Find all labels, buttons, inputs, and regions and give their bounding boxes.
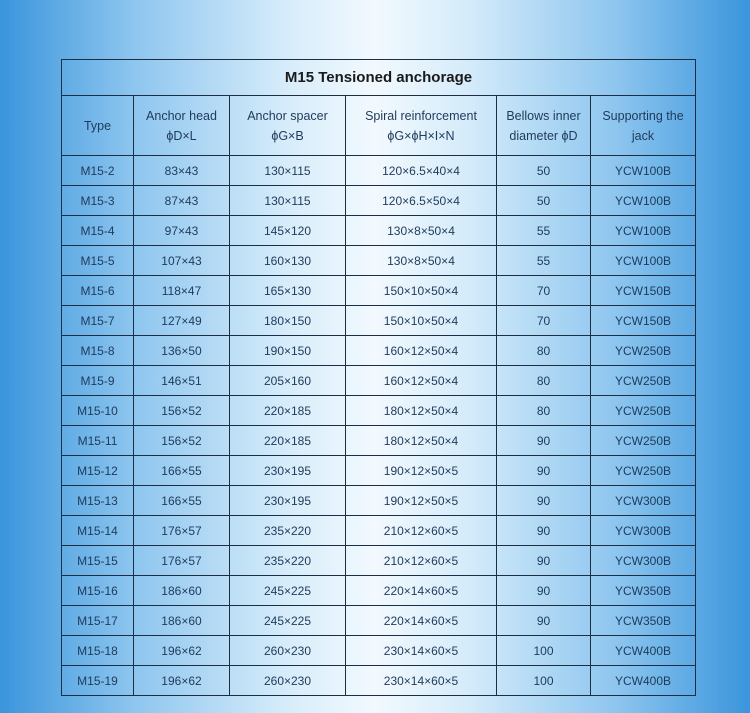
bellows-cell: 90 [497, 606, 591, 636]
anchor-spacer-cell: 245×225 [230, 606, 346, 636]
type-cell: M15-9 [62, 366, 134, 396]
jack-cell: YCW350B [591, 576, 696, 606]
bellows-cell: 90 [497, 516, 591, 546]
spiral-cell: 180×12×50×4 [346, 426, 497, 456]
anchor-head-cell: 107×43 [134, 246, 230, 276]
type-cell: M15-5 [62, 246, 134, 276]
table-row [62, 396, 696, 426]
bellows-cell: 90 [497, 426, 591, 456]
type-cell: M15-6 [62, 276, 134, 306]
table-row [62, 246, 696, 276]
spiral-cell: 190×12×50×5 [346, 456, 497, 486]
table-row [62, 666, 696, 696]
type-cell: M15-13 [62, 486, 134, 516]
table-row [62, 456, 696, 486]
anchor-spacer-cell: 130×115 [230, 156, 346, 186]
bellows-cell: 70 [497, 276, 591, 306]
jack-cell: YCW150B [591, 306, 696, 336]
anchor-head-cell: 127×49 [134, 306, 230, 336]
jack-cell: YCW100B [591, 216, 696, 246]
table-row [62, 576, 696, 606]
anchor-spacer-cell: 235×220 [230, 546, 346, 576]
table-row [62, 276, 696, 306]
spiral-cell: 230×14×60×5 [346, 666, 497, 696]
type-cell: M15-10 [62, 396, 134, 426]
table-row [62, 306, 696, 336]
jack-cell: YCW300B [591, 516, 696, 546]
header-row [62, 96, 696, 156]
anchor-head-cell: 83×43 [134, 156, 230, 186]
jack-cell: YCW300B [591, 486, 696, 516]
anchor-head-cell: 176×57 [134, 546, 230, 576]
type-cell: M15-16 [62, 576, 134, 606]
spiral-cell: 120×6.5×40×4 [346, 156, 497, 186]
anchor-spacer-cell: 230×195 [230, 486, 346, 516]
anchor-head-cell: 118×47 [134, 276, 230, 306]
bellows-cell: 90 [497, 486, 591, 516]
bellows-cell: 90 [497, 576, 591, 606]
bellows-cell: 80 [497, 396, 591, 426]
spiral-cell: 160×12×50×4 [346, 366, 497, 396]
spiral-cell: 120×6.5×50×4 [346, 186, 497, 216]
bellows-cell: 50 [497, 186, 591, 216]
table-row [62, 546, 696, 576]
anchor-head-cell: 97×43 [134, 216, 230, 246]
anchor-head-cell: 156×52 [134, 426, 230, 456]
spiral-cell: 160×12×50×4 [346, 336, 497, 366]
table-row [62, 426, 696, 456]
anchor-spacer-cell: 220×185 [230, 426, 346, 456]
spiral-cell: 150×10×50×4 [346, 276, 497, 306]
jack-cell: YCW150B [591, 276, 696, 306]
jack-cell: YCW250B [591, 456, 696, 486]
spiral-cell: 150×10×50×4 [346, 306, 497, 336]
spiral-cell: 180×12×50×4 [346, 396, 497, 426]
type-cell: M15-8 [62, 336, 134, 366]
anchor-spacer-cell: 230×195 [230, 456, 346, 486]
anchor-head-cell: 186×60 [134, 576, 230, 606]
anchor-head-cell: 87×43 [134, 186, 230, 216]
table-row [62, 366, 696, 396]
type-cell: M15-11 [62, 426, 134, 456]
anchor-spacer-cell: 130×115 [230, 186, 346, 216]
anchor-spacer-cell: 260×230 [230, 666, 346, 696]
spiral-cell: 230×14×60×5 [346, 636, 497, 666]
anchor-spacer-cell: 220×185 [230, 396, 346, 426]
type-cell: M15-7 [62, 306, 134, 336]
header-spiral-reinforcement: Spiral reinforcement ϕG×ϕH×I×N [346, 96, 497, 156]
anchor-spacer-cell: 145×120 [230, 216, 346, 246]
jack-cell: YCW250B [591, 396, 696, 426]
anchorage-spec-table [61, 59, 696, 696]
table-row [62, 486, 696, 516]
bellows-cell: 55 [497, 216, 591, 246]
type-cell: M15-15 [62, 546, 134, 576]
spiral-cell: 130×8×50×4 [346, 216, 497, 246]
anchor-spacer-cell: 160×130 [230, 246, 346, 276]
jack-cell: YCW100B [591, 246, 696, 276]
bellows-cell: 50 [497, 156, 591, 186]
jack-cell: YCW100B [591, 156, 696, 186]
spiral-cell: 190×12×50×5 [346, 486, 497, 516]
header-anchor-spacer: Anchor spacer ϕG×B [230, 96, 346, 156]
type-cell: M15-4 [62, 216, 134, 246]
anchor-spacer-cell: 245×225 [230, 576, 346, 606]
table-row [62, 216, 696, 246]
type-cell: M15-17 [62, 606, 134, 636]
type-cell: M15-14 [62, 516, 134, 546]
anchor-head-cell: 166×55 [134, 486, 230, 516]
type-cell: M15-18 [62, 636, 134, 666]
jack-cell: YCW400B [591, 636, 696, 666]
type-cell: M15-19 [62, 666, 134, 696]
jack-cell: YCW250B [591, 426, 696, 456]
anchor-head-cell: 196×62 [134, 636, 230, 666]
anchor-spacer-cell: 180×150 [230, 306, 346, 336]
spiral-cell: 210×12×60×5 [346, 546, 497, 576]
jack-cell: YCW100B [591, 186, 696, 216]
anchor-head-cell: 136×50 [134, 336, 230, 366]
bellows-cell: 80 [497, 336, 591, 366]
bellows-cell: 100 [497, 636, 591, 666]
jack-cell: YCW250B [591, 366, 696, 396]
bellows-cell: 100 [497, 666, 591, 696]
spiral-cell: 130×8×50×4 [346, 246, 497, 276]
anchor-spacer-cell: 205×160 [230, 366, 346, 396]
bellows-cell: 70 [497, 306, 591, 336]
type-cell: M15-12 [62, 456, 134, 486]
anchor-head-cell: 166×55 [134, 456, 230, 486]
jack-cell: YCW250B [591, 336, 696, 366]
jack-cell: YCW400B [591, 666, 696, 696]
table-row [62, 606, 696, 636]
bellows-cell: 55 [497, 246, 591, 276]
jack-cell: YCW350B [591, 606, 696, 636]
bellows-cell: 80 [497, 366, 591, 396]
header-bellows-inner-diameter: Bellows inner diameter ϕD [497, 96, 591, 156]
anchor-head-cell: 146×51 [134, 366, 230, 396]
anchor-spacer-cell: 190×150 [230, 336, 346, 366]
anchor-head-cell: 156×52 [134, 396, 230, 426]
table-row [62, 636, 696, 666]
spiral-cell: 220×14×60×5 [346, 606, 497, 636]
anchor-spacer-cell: 165×130 [230, 276, 346, 306]
bellows-cell: 90 [497, 456, 591, 486]
header-anchor-head: Anchor head ϕD×L [134, 96, 230, 156]
table-row [62, 336, 696, 366]
jack-cell: YCW300B [591, 546, 696, 576]
type-cell: M15-3 [62, 186, 134, 216]
type-cell: M15-2 [62, 156, 134, 186]
table-title: M15 Tensioned anchorage [62, 60, 696, 96]
anchor-head-cell: 196×62 [134, 666, 230, 696]
spiral-cell: 220×14×60×5 [346, 576, 497, 606]
header-type: Type [62, 96, 134, 156]
header-supporting-jack: Supporting the jack [591, 96, 696, 156]
anchor-head-cell: 186×60 [134, 606, 230, 636]
anchor-spacer-cell: 260×230 [230, 636, 346, 666]
bellows-cell: 90 [497, 546, 591, 576]
table-row [62, 516, 696, 546]
anchor-head-cell: 176×57 [134, 516, 230, 546]
table-row [62, 156, 696, 186]
table-row [62, 186, 696, 216]
spiral-cell: 210×12×60×5 [346, 516, 497, 546]
anchor-spacer-cell: 235×220 [230, 516, 346, 546]
